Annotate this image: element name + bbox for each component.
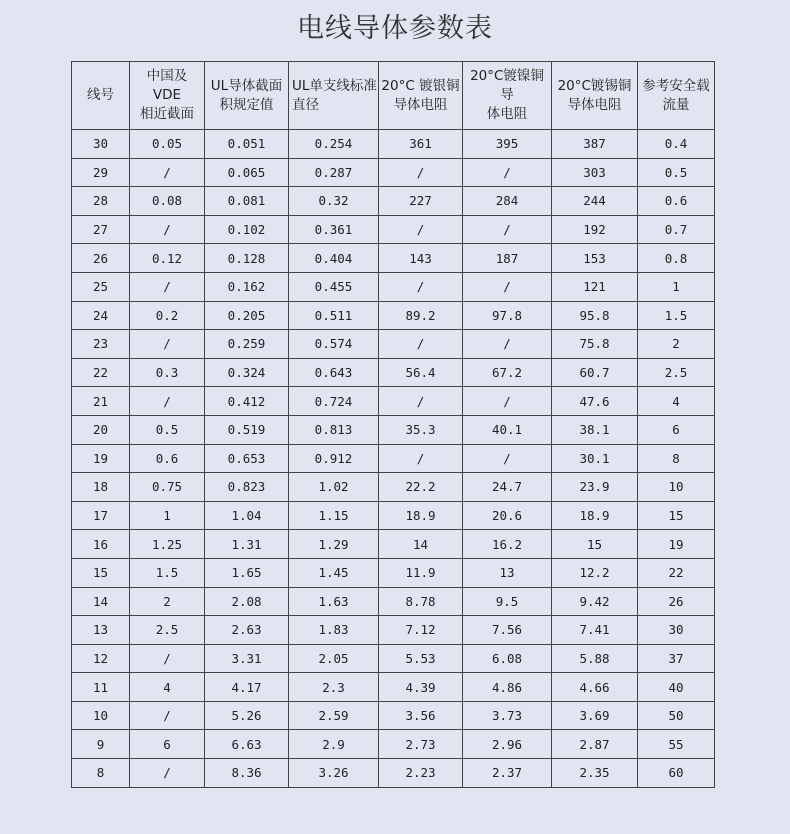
- cell-nickel: 3.73: [463, 701, 552, 730]
- table-row: [72, 387, 715, 416]
- cell-nickel: /: [463, 387, 552, 416]
- cell-current: 15: [638, 501, 715, 530]
- cell-ul-section: 0.205: [205, 301, 289, 330]
- cell-silver: 11.9: [379, 558, 463, 587]
- cell-ul-diameter: 0.574: [289, 330, 379, 359]
- cell-ul-section: 3.31: [205, 644, 289, 673]
- cell-nickel: /: [463, 444, 552, 473]
- cell-nickel: 2.37: [463, 759, 552, 788]
- cell-current: 1: [638, 272, 715, 301]
- cell-nickel: 24.7: [463, 473, 552, 502]
- cell-current: 60: [638, 759, 715, 788]
- cell-ul-section: 1.31: [205, 530, 289, 559]
- cell-cn-vde: 0.3: [130, 358, 205, 387]
- cell-gauge: 11: [72, 673, 130, 702]
- cell-ul-section: 0.519: [205, 415, 289, 444]
- page-title: 电线导体参数表: [297, 13, 493, 44]
- cell-current: 40: [638, 673, 715, 702]
- header-safe-current: 参考安全载 流量: [638, 62, 715, 130]
- cell-tin: 15: [552, 530, 638, 559]
- cell-current: 0.4: [638, 130, 715, 159]
- cell-ul-section: 2.08: [205, 587, 289, 616]
- cell-current: 22: [638, 558, 715, 587]
- cell-ul-section: 5.26: [205, 701, 289, 730]
- header-ul-section: UL导体截面 积规定值: [205, 62, 289, 130]
- table-row: [72, 644, 715, 673]
- table-row: [72, 301, 715, 330]
- cell-ul-diameter: 2.05: [289, 644, 379, 673]
- cell-tin: 95.8: [552, 301, 638, 330]
- table-row: [72, 587, 715, 616]
- cell-nickel: 9.5: [463, 587, 552, 616]
- cell-cn-vde: 6: [130, 730, 205, 759]
- cell-cn-vde: /: [130, 644, 205, 673]
- header-nickel-copper-resistance: 20°C镀镍铜导 体电阻: [463, 62, 552, 130]
- cell-cn-vde: 0.2: [130, 301, 205, 330]
- cell-ul-diameter: 1.15: [289, 501, 379, 530]
- cell-gauge: 14: [72, 587, 130, 616]
- cell-current: 2: [638, 330, 715, 359]
- cell-silver: 2.73: [379, 730, 463, 759]
- cell-silver: 4.39: [379, 673, 463, 702]
- cell-ul-diameter: 0.287: [289, 158, 379, 187]
- table-row: [72, 616, 715, 645]
- table-row: [72, 759, 715, 788]
- cell-silver: /: [379, 444, 463, 473]
- cell-gauge: 21: [72, 387, 130, 416]
- cell-tin: 38.1: [552, 415, 638, 444]
- table-row: [72, 473, 715, 502]
- cell-tin: 12.2: [552, 558, 638, 587]
- cell-nickel: 6.08: [463, 644, 552, 673]
- cell-current: 26: [638, 587, 715, 616]
- cell-ul-section: 0.065: [205, 158, 289, 187]
- cell-gauge: 26: [72, 244, 130, 273]
- cell-current: 30: [638, 616, 715, 645]
- cell-cn-vde: /: [130, 158, 205, 187]
- cell-current: 4: [638, 387, 715, 416]
- cell-nickel: 16.2: [463, 530, 552, 559]
- cell-gauge: 15: [72, 558, 130, 587]
- cell-gauge: 9: [72, 730, 130, 759]
- cell-silver: 18.9: [379, 501, 463, 530]
- cell-ul-section: 1.65: [205, 558, 289, 587]
- cell-silver: 89.2: [379, 301, 463, 330]
- cell-ul-diameter: 0.455: [289, 272, 379, 301]
- cell-current: 10: [638, 473, 715, 502]
- cell-tin: 60.7: [552, 358, 638, 387]
- cell-tin: 2.35: [552, 759, 638, 788]
- cell-silver: 361: [379, 130, 463, 159]
- cell-tin: 121: [552, 272, 638, 301]
- cell-tin: 3.69: [552, 701, 638, 730]
- cell-nickel: /: [463, 215, 552, 244]
- cell-silver: 35.3: [379, 415, 463, 444]
- cell-silver: /: [379, 330, 463, 359]
- cell-silver: 8.78: [379, 587, 463, 616]
- cell-tin: 2.87: [552, 730, 638, 759]
- cell-cn-vde: 0.5: [130, 415, 205, 444]
- cell-current: 55: [638, 730, 715, 759]
- cell-gauge: 13: [72, 616, 130, 645]
- header-wire-gauge: 线号: [72, 62, 130, 130]
- cell-tin: 244: [552, 187, 638, 216]
- cell-ul-section: 4.17: [205, 673, 289, 702]
- cell-ul-diameter: 1.83: [289, 616, 379, 645]
- table-row: [72, 558, 715, 587]
- cell-ul-section: 0.102: [205, 215, 289, 244]
- cell-gauge: 19: [72, 444, 130, 473]
- cell-gauge: 8: [72, 759, 130, 788]
- cell-ul-section: 0.653: [205, 444, 289, 473]
- cell-ul-diameter: 1.02: [289, 473, 379, 502]
- cell-ul-section: 0.412: [205, 387, 289, 416]
- cell-tin: 18.9: [552, 501, 638, 530]
- cell-gauge: 25: [72, 272, 130, 301]
- cell-ul-diameter: 0.724: [289, 387, 379, 416]
- cell-current: 8: [638, 444, 715, 473]
- cell-ul-diameter: 1.63: [289, 587, 379, 616]
- cell-gauge: 12: [72, 644, 130, 673]
- cell-cn-vde: /: [130, 330, 205, 359]
- cell-tin: 153: [552, 244, 638, 273]
- header-cn-vde-section: 中国及 VDE 相近截面: [130, 62, 205, 130]
- cell-gauge: 16: [72, 530, 130, 559]
- cell-gauge: 18: [72, 473, 130, 502]
- cell-tin: 47.6: [552, 387, 638, 416]
- cell-ul-section: 0.162: [205, 272, 289, 301]
- table-row: [72, 444, 715, 473]
- cell-current: 19: [638, 530, 715, 559]
- cell-ul-section: 0.051: [205, 130, 289, 159]
- cell-nickel: 395: [463, 130, 552, 159]
- table-row: [72, 244, 715, 273]
- cell-gauge: 22: [72, 358, 130, 387]
- table-row: [72, 272, 715, 301]
- cell-silver: 14: [379, 530, 463, 559]
- cell-cn-vde: /: [130, 387, 205, 416]
- cell-tin: 5.88: [552, 644, 638, 673]
- cell-ul-diameter: 0.511: [289, 301, 379, 330]
- cell-ul-section: 6.63: [205, 730, 289, 759]
- cell-silver: /: [379, 272, 463, 301]
- cell-tin: 192: [552, 215, 638, 244]
- cell-gauge: 20: [72, 415, 130, 444]
- table-row: [72, 730, 715, 759]
- cell-cn-vde: 0.12: [130, 244, 205, 273]
- cell-gauge: 30: [72, 130, 130, 159]
- cell-cn-vde: /: [130, 759, 205, 788]
- cell-nickel: 97.8: [463, 301, 552, 330]
- table-row: [72, 187, 715, 216]
- cell-gauge: 23: [72, 330, 130, 359]
- cell-ul-diameter: 0.643: [289, 358, 379, 387]
- cell-silver: 143: [379, 244, 463, 273]
- cell-current: 6: [638, 415, 715, 444]
- cell-silver: 2.23: [379, 759, 463, 788]
- cell-nickel: 7.56: [463, 616, 552, 645]
- cell-silver: 5.53: [379, 644, 463, 673]
- table-row: [72, 215, 715, 244]
- cell-ul-section: 0.823: [205, 473, 289, 502]
- cell-current: 50: [638, 701, 715, 730]
- cell-cn-vde: /: [130, 272, 205, 301]
- header-ul-strand-diameter: UL单支线标准 直径: [289, 62, 379, 130]
- cell-ul-diameter: 0.912: [289, 444, 379, 473]
- cell-cn-vde: /: [130, 701, 205, 730]
- cell-tin: 4.66: [552, 673, 638, 702]
- cell-cn-vde: 1.5: [130, 558, 205, 587]
- cell-ul-diameter: 2.59: [289, 701, 379, 730]
- cell-nickel: /: [463, 330, 552, 359]
- cell-ul-diameter: 0.32: [289, 187, 379, 216]
- cell-ul-diameter: 0.254: [289, 130, 379, 159]
- cell-current: 0.6: [638, 187, 715, 216]
- cell-current: 37: [638, 644, 715, 673]
- cell-silver: 56.4: [379, 358, 463, 387]
- cell-silver: 7.12: [379, 616, 463, 645]
- cell-nickel: 284: [463, 187, 552, 216]
- cell-gauge: 10: [72, 701, 130, 730]
- cell-ul-section: 2.63: [205, 616, 289, 645]
- cell-current: 0.8: [638, 244, 715, 273]
- cell-silver: 227: [379, 187, 463, 216]
- table-row: [72, 130, 715, 159]
- header-silver-copper-resistance: 20°C 镀银铜 导体电阻: [379, 62, 463, 130]
- cell-current: 2.5: [638, 358, 715, 387]
- table-row: [72, 358, 715, 387]
- header-tin-copper-resistance: 20°C镀锡铜 导体电阻: [552, 62, 638, 130]
- cell-cn-vde: 0.08: [130, 187, 205, 216]
- cell-silver: /: [379, 215, 463, 244]
- cell-gauge: 17: [72, 501, 130, 530]
- cell-ul-section: 0.128: [205, 244, 289, 273]
- cell-ul-diameter: 3.26: [289, 759, 379, 788]
- cell-ul-section: 8.36: [205, 759, 289, 788]
- cell-ul-section: 0.259: [205, 330, 289, 359]
- cell-gauge: 28: [72, 187, 130, 216]
- cell-ul-diameter: 0.404: [289, 244, 379, 273]
- table-row: [72, 673, 715, 702]
- cell-tin: 23.9: [552, 473, 638, 502]
- cell-ul-diameter: 0.361: [289, 215, 379, 244]
- table-row: [72, 530, 715, 559]
- cell-ul-diameter: 2.9: [289, 730, 379, 759]
- cell-ul-diameter: 1.45: [289, 558, 379, 587]
- cell-nickel: 67.2: [463, 358, 552, 387]
- cell-current: 0.5: [638, 158, 715, 187]
- cell-cn-vde: 2.5: [130, 616, 205, 645]
- cell-cn-vde: 1.25: [130, 530, 205, 559]
- cell-silver: /: [379, 158, 463, 187]
- cell-silver: 22.2: [379, 473, 463, 502]
- cell-nickel: 187: [463, 244, 552, 273]
- cell-nickel: /: [463, 158, 552, 187]
- table-row: [72, 701, 715, 730]
- cell-cn-vde: 0.6: [130, 444, 205, 473]
- cell-tin: 30.1: [552, 444, 638, 473]
- cell-nickel: 2.96: [463, 730, 552, 759]
- cell-cn-vde: 0.05: [130, 130, 205, 159]
- cell-nickel: 20.6: [463, 501, 552, 530]
- cell-nickel: 13: [463, 558, 552, 587]
- table-row: [72, 158, 715, 187]
- cell-tin: 387: [552, 130, 638, 159]
- cell-cn-vde: 1: [130, 501, 205, 530]
- table-row: [72, 330, 715, 359]
- cell-ul-section: 0.081: [205, 187, 289, 216]
- cell-nickel: 4.86: [463, 673, 552, 702]
- table-row: [72, 415, 715, 444]
- cell-current: 0.7: [638, 215, 715, 244]
- cell-ul-diameter: 0.813: [289, 415, 379, 444]
- cell-silver: 3.56: [379, 701, 463, 730]
- wire-conductor-table: [71, 61, 715, 788]
- table-row: [72, 501, 715, 530]
- cell-current: 1.5: [638, 301, 715, 330]
- cell-nickel: /: [463, 272, 552, 301]
- cell-silver: /: [379, 387, 463, 416]
- cell-cn-vde: 2: [130, 587, 205, 616]
- cell-cn-vde: 4: [130, 673, 205, 702]
- cell-nickel: 40.1: [463, 415, 552, 444]
- cell-ul-diameter: 1.29: [289, 530, 379, 559]
- cell-gauge: 24: [72, 301, 130, 330]
- cell-gauge: 27: [72, 215, 130, 244]
- table-header-row: [72, 62, 715, 130]
- cell-tin: 9.42: [552, 587, 638, 616]
- cell-tin: 7.41: [552, 616, 638, 645]
- cell-cn-vde: 0.75: [130, 473, 205, 502]
- cell-ul-section: 1.04: [205, 501, 289, 530]
- cell-tin: 303: [552, 158, 638, 187]
- cell-ul-section: 0.324: [205, 358, 289, 387]
- cell-gauge: 29: [72, 158, 130, 187]
- cell-cn-vde: /: [130, 215, 205, 244]
- cell-tin: 75.8: [552, 330, 638, 359]
- cell-ul-diameter: 2.3: [289, 673, 379, 702]
